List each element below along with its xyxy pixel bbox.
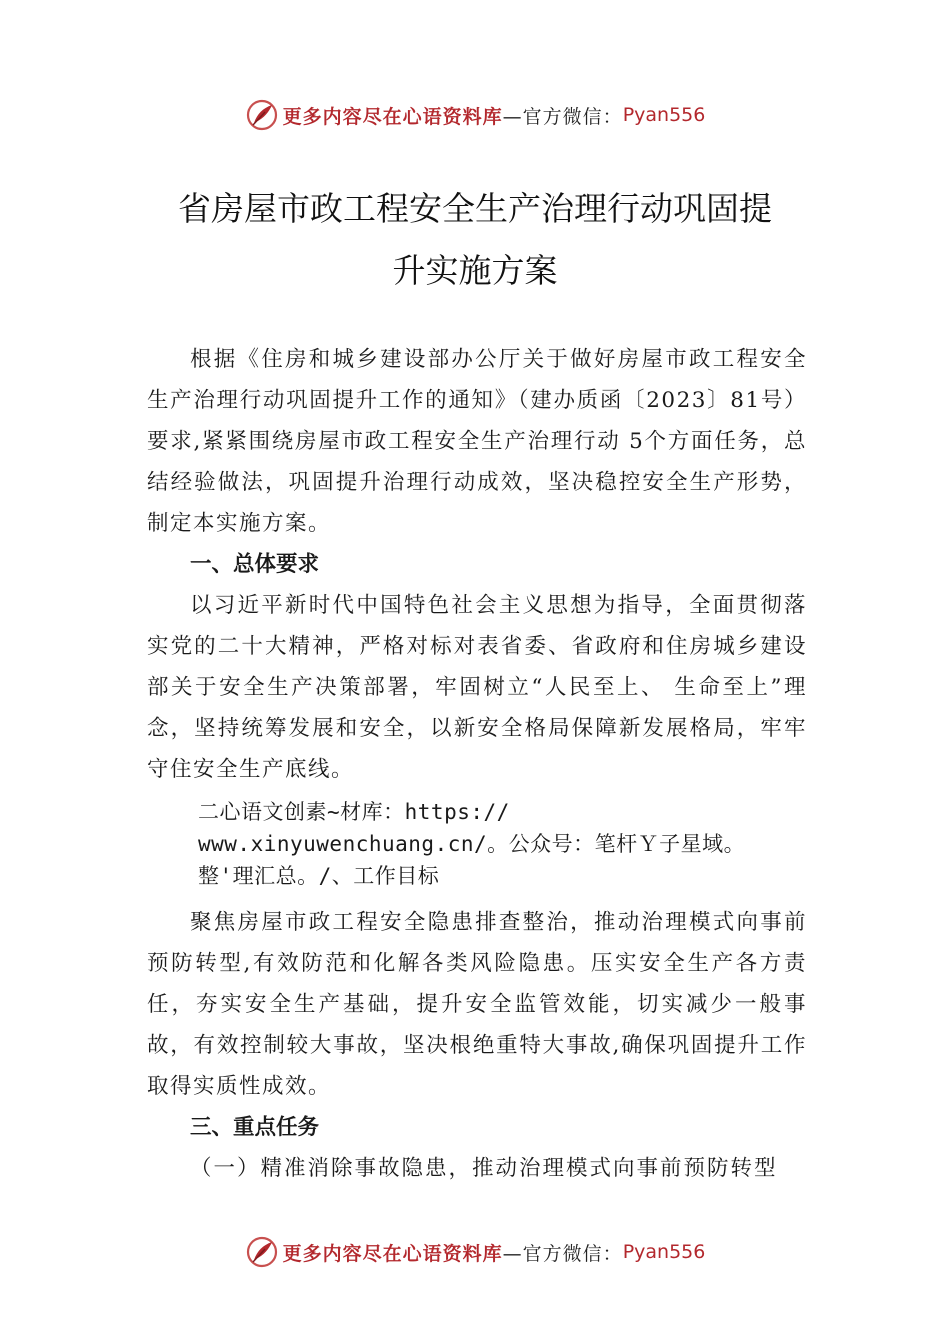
footer-banner (0, 1232, 950, 1272)
document-title (120, 178, 830, 302)
section-3-subheading-1: （一）精准消除事故隐患，推动治理模式向事前预防转型 (190, 1156, 778, 1181)
footer-wechat-handle: Pyan556 (622, 1241, 706, 1263)
banner-wechat-handle: Pyan556 (622, 104, 706, 126)
watermark-line-1: 二心语文创素~材库：https:// (198, 800, 510, 824)
feather-quill-logo-icon (245, 98, 279, 132)
section-3-heading: 三、重点任务 (190, 1115, 320, 1140)
banner-red-text: 更多内容尽在心语资料库 (282, 105, 503, 128)
watermark-line-2: www.xinyuwenchuang.cn/。公众号：笔杆Ｙ子星域。 (198, 832, 746, 856)
title-line-1: 省房屋市政工程安全生产治理行动巩固提 (178, 189, 772, 228)
feather-quill-logo-icon (245, 1235, 279, 1269)
header-banner (0, 95, 950, 135)
section-2-body: 聚焦房屋市政工程安全隐患排查整治，推动治理模式向事前预防转型,有效防范和化解各类风险隐患。压实安全生产各方责任，夯实安全生产基础，提升安全监管效能，切实减少一般事故，有效控制较大事故，坚决根绝重特大事故,确保巩固提升工作取得实质性成效。 (147, 910, 807, 1099)
section-1-heading: 一、总体要求 (190, 552, 320, 577)
footer-red-text: 更多内容尽在心语资料库 (282, 1242, 503, 1265)
watermark-line-3: 整'理汇总。/、工作目标 (198, 864, 440, 888)
section-1-body: 以习近平新时代中国特色社会主义思想为指导，全面贯彻落实党的二十大精神，严格对标对表省委、省政府和住房城乡建设部关于安全生产决策部署，牢固树立“人民至上、 生命至上”理念，坚持统筹发展和安全，以新安全格局保障新发展格局，牢牢守住安全生产底线。 (147, 593, 807, 782)
document-body (147, 339, 807, 1189)
banner-black-text: —官方微信： (502, 105, 623, 128)
footer-black-text: —官方微信： (502, 1242, 623, 1265)
intro-paragraph: 根据《住房和城乡建设部办公厅关于做好房屋市政工程安全生产治理行动巩固提升工作的通知》（建办质函〔2023〕81号）要求,紧紧围绕房屋市政工程安全生产治理行动 5个方面任务，总结经验做法，巩固提升治理行动成效，坚决稳控安全生产形势，制定本实施方案。 (147, 347, 807, 536)
title-line-2: 升实施方案 (392, 251, 558, 290)
